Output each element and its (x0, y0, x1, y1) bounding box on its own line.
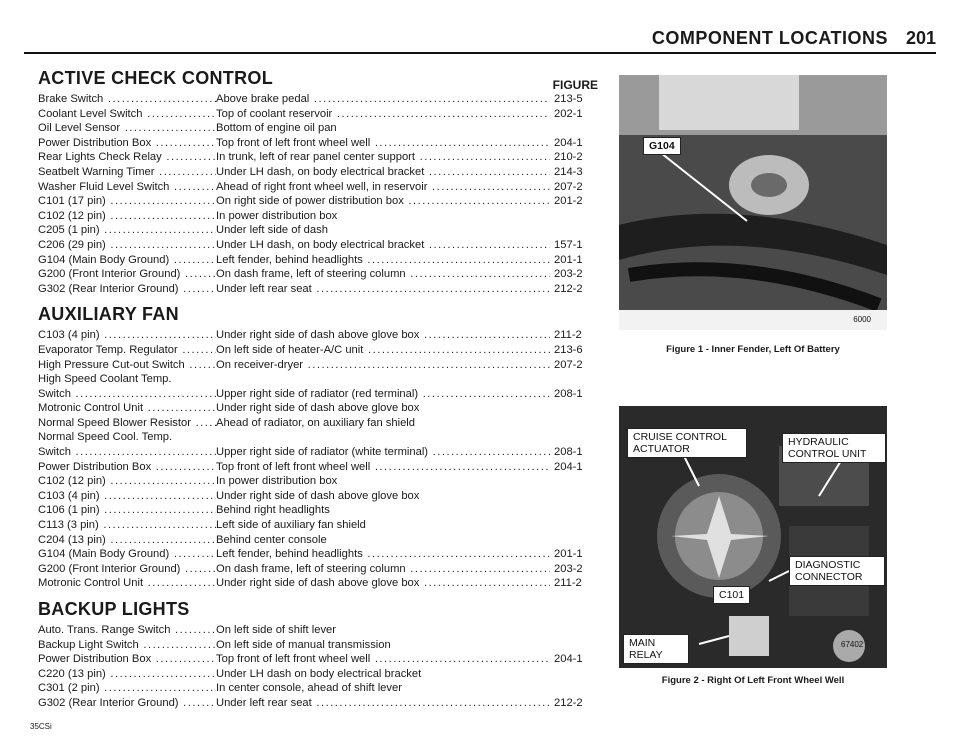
table-row (38, 121, 598, 136)
figure1-label-g104: G104 (643, 137, 681, 155)
component-name: G200 (Front Interior Ground) (38, 268, 181, 281)
section-title: ACTIVE CHECK CONTROL (38, 68, 273, 88)
component-location: Left fender, behind headlights (216, 253, 363, 266)
table-row (38, 136, 598, 151)
component-name: G104 (Main Body Ground) (38, 253, 170, 266)
table-row (38, 667, 598, 682)
table-row (38, 282, 598, 297)
table-row (38, 623, 598, 638)
table-row (38, 150, 598, 165)
figure-ref: 207-2 (550, 180, 602, 195)
component-location: In power distribution box (216, 209, 338, 222)
component-location: On dash frame, left of steering column (216, 562, 406, 575)
figure-ref: 212-2 (550, 696, 602, 711)
figure2-code: 67402 (841, 640, 864, 649)
table-row (38, 267, 598, 282)
figure-ref: 204-1 (550, 652, 602, 667)
component-location: In center console, ahead of shift lever (216, 682, 402, 695)
figure-ref: 203-2 (550, 267, 602, 282)
table-row (38, 343, 598, 358)
component-name: High Speed Coolant Temp. (38, 373, 172, 386)
table-row (38, 387, 598, 402)
figure-ref: 213-6 (550, 343, 602, 358)
component-name: Normal Speed Cool. Temp. (38, 431, 173, 444)
component-name: Power Distribution Box (38, 136, 152, 149)
figure2-photo (619, 406, 887, 668)
component-location: Upper right side of radiator (white terminal) (216, 446, 429, 459)
figure-ref: 211-2 (550, 328, 602, 343)
figure-ref: 204-1 (550, 136, 602, 151)
table-row (38, 445, 598, 460)
component-location: Upper right side of radiator (red terminal) (216, 387, 419, 400)
component-location: Under right side of dash above glove box (216, 402, 420, 415)
component-location: Left side of auxiliary fan shield (216, 519, 366, 532)
component-name: Switch (38, 446, 71, 459)
table-row (38, 652, 598, 667)
figure-ref: 210-2 (550, 150, 602, 165)
component-name: Evaporator Temp. Regulator (38, 343, 178, 356)
component-location: Behind right headlights (216, 504, 330, 517)
figure-ref: 211-2 (550, 576, 602, 591)
component-location: Top front of left front wheel well (216, 653, 371, 666)
figure-ref: 157-1 (550, 238, 602, 253)
figure-ref: 207-2 (550, 358, 602, 373)
figure-ref: 208-1 (550, 387, 602, 402)
component-location: In power distribution box (216, 475, 338, 488)
table-row (38, 696, 598, 711)
table-row (38, 638, 598, 653)
page-header (0, 0, 960, 60)
table-row (38, 92, 598, 107)
component-location: Left fender, behind headlights (216, 548, 363, 561)
table-row (38, 460, 598, 475)
figure2-label-main-relay: MAIN RELAY (623, 634, 689, 664)
component-location: Top front of left front wheel well (216, 136, 371, 149)
figure2-caption: Figure 2 - Right Of Left Front Wheel Well (661, 675, 845, 686)
component-name: C205 (1 pin) (38, 224, 100, 237)
component-location: On left side of manual transmission (216, 638, 391, 651)
component-location: In trunk, left of rear panel center support (216, 151, 415, 164)
component-location: Under left rear seat (216, 282, 312, 295)
component-name: Washer Fluid Level Switch (38, 180, 170, 193)
figure-ref: 208-1 (550, 445, 602, 460)
component-name: C113 (3 pin) (38, 519, 99, 532)
table-row (38, 503, 598, 518)
figure1-caption: Figure 1 - Inner Fender, Left Of Battery (666, 344, 840, 355)
component-name: G104 (Main Body Ground) (38, 548, 170, 561)
component-name: C102 (12 pin) (38, 209, 106, 222)
component-location: Top front of left front wheel well (216, 460, 371, 473)
component-name: G200 (Front Interior Ground) (38, 562, 181, 575)
page-title: COMPONENT LOCATIONS (651, 28, 888, 48)
component-name: C204 (13 pin) (38, 533, 106, 546)
table-row (38, 474, 598, 489)
component-name: C103 (4 pin) (38, 329, 100, 342)
component-location: Bottom of engine oil pan (216, 122, 337, 135)
component-location: On right side of power distribution box (216, 195, 404, 208)
component-name: Seatbelt Warning Timer (38, 165, 155, 178)
component-name: Normal Speed Blower Resistor (38, 416, 191, 429)
component-name: Power Distribution Box (38, 653, 152, 666)
component-location: Ahead of radiator, on auxiliary fan shield (216, 416, 416, 429)
table-row (38, 547, 598, 562)
table-row (38, 223, 598, 238)
section-title: AUXILIARY FAN (38, 304, 179, 325)
component-name: Motronic Control Unit (38, 577, 144, 590)
component-location: Above brake pedal (216, 93, 310, 105)
component-name: Brake Switch (38, 93, 104, 105)
component-location: Under right side of dash above glove box (216, 577, 420, 590)
table-row (38, 416, 598, 431)
component-name: C101 (17 pin) (38, 195, 106, 208)
component-name: G302 (Rear Interior Ground) (38, 282, 179, 295)
table-row (38, 401, 598, 416)
figure1-illustration (619, 75, 887, 330)
component-name: C106 (1 pin) (38, 504, 100, 517)
table-row (38, 489, 598, 504)
component-name: C102 (12 pin) (38, 475, 106, 488)
table-row (38, 165, 598, 180)
figure-ref: 212-2 (550, 282, 602, 297)
table-row (38, 107, 598, 122)
component-name: Coolant Level Switch (38, 107, 143, 120)
figure-ref: 204-1 (550, 460, 602, 475)
figure-ref: 203-2 (550, 562, 602, 577)
table-row (38, 238, 598, 253)
table-row (38, 209, 598, 224)
component-name: Backup Light Switch (38, 638, 139, 651)
figure-ref: 201-2 (550, 194, 602, 209)
component-name: C301 (2 pin) (38, 682, 100, 695)
figure-ref: 201-1 (550, 253, 602, 268)
component-name: G302 (Rear Interior Ground) (38, 696, 179, 709)
component-location: On left side of heater-A/C unit (216, 343, 364, 356)
figure1-code: 6000 (853, 315, 871, 324)
figure-ref: 201-1 (550, 547, 602, 562)
figure-ref: 202-1 (550, 107, 602, 122)
section-title: BACKUP LIGHTS (38, 599, 190, 619)
figure2-label-cruise-control: CRUISE CONTROL ACTUATOR (627, 428, 747, 458)
component-name: High Pressure Cut-out Switch (38, 358, 185, 371)
component-name: C220 (13 pin) (38, 667, 106, 680)
component-location: On dash frame, left of steering column (216, 268, 406, 281)
component-name: Rear Lights Check Relay (38, 151, 162, 164)
component-location: On left side of shift lever (216, 624, 337, 636)
table-row (38, 430, 598, 445)
component-location: Ahead of right front wheel well, in reservoir (216, 180, 428, 193)
component-name: Auto. Trans. Range Switch (38, 624, 171, 636)
component-location: Top of coolant reservoir (216, 107, 333, 120)
component-location: Under left rear seat (216, 696, 312, 709)
figure-column-header: FIGURE (552, 78, 598, 92)
figure2-label-diagnostic: DIAGNOSTIC CONNECTOR (789, 556, 885, 586)
component-name: Motronic Control Unit (38, 402, 144, 415)
table-row (38, 328, 598, 343)
table-row (38, 358, 598, 373)
component-name: Switch (38, 387, 71, 400)
table-row (38, 253, 598, 268)
table-row (38, 518, 598, 533)
figure-ref: 213-5 (550, 92, 602, 107)
component-name: Oil Level Sensor (38, 122, 121, 135)
component-name: C206 (29 pin) (38, 238, 106, 251)
figure-ref: 214-3 (550, 165, 602, 180)
component-name: C103 (4 pin) (38, 489, 100, 502)
table-row (38, 372, 598, 387)
figure2-label-c101: C101 (713, 586, 750, 604)
figure2-label-hydraulic-unit: HYDRAULIC CONTROL UNIT (782, 433, 886, 463)
table-row (38, 180, 598, 195)
header-rule (24, 52, 936, 54)
component-location: Under right side of dash above glove box (216, 329, 420, 342)
component-location: Under left side of dash (216, 224, 328, 237)
page-number: 201 (905, 28, 936, 48)
footer-code: 35CSi (30, 722, 52, 731)
table-row (38, 194, 598, 209)
component-location: Under LH dash, on body electrical bracket (216, 238, 425, 251)
component-location: Under right side of dash above glove box (216, 489, 420, 502)
component-table (38, 68, 598, 711)
table-row (38, 681, 598, 696)
component-location: Under LH dash on body electrical bracket (216, 667, 422, 680)
component-location: Behind center console (216, 533, 327, 546)
table-row (38, 533, 598, 548)
table-row (38, 576, 598, 591)
component-name: Power Distribution Box (38, 460, 152, 473)
table-row (38, 562, 598, 577)
component-location: Under LH dash, on body electrical bracket (216, 165, 425, 178)
component-location: On receiver-dryer (216, 358, 304, 371)
figure1-photo (619, 75, 887, 330)
